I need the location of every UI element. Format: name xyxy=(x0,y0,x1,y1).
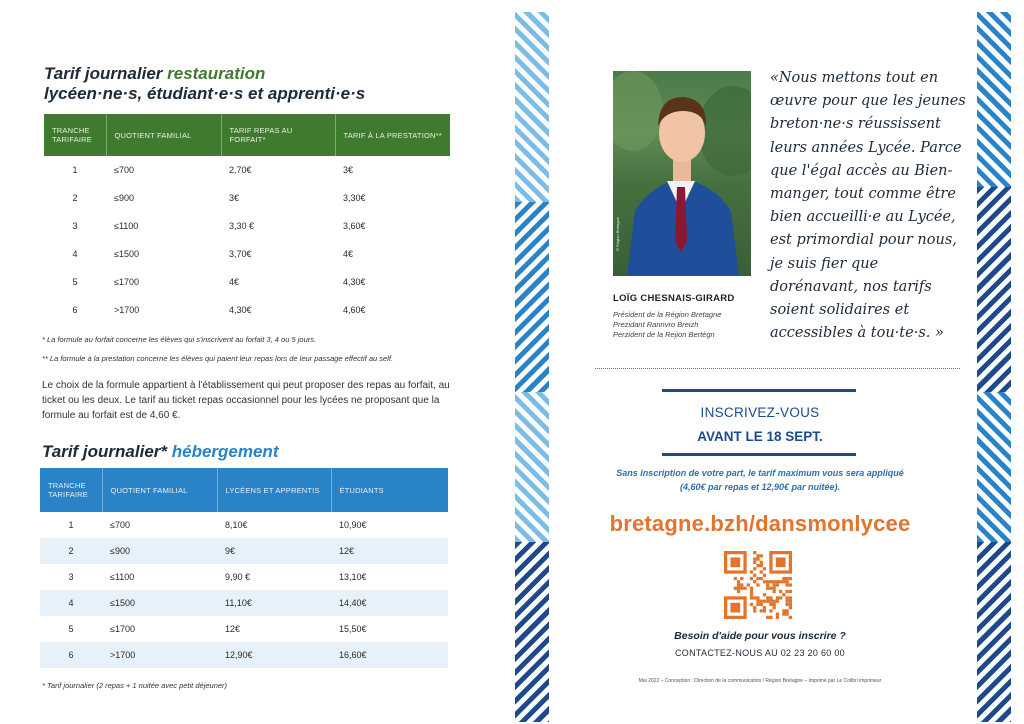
table-cell: 3,70€ xyxy=(229,249,252,259)
qr-module xyxy=(756,600,759,603)
cta-rule-bottom xyxy=(662,453,856,456)
qr-module xyxy=(789,600,792,603)
qr-module xyxy=(776,616,779,619)
table-cell: 3 xyxy=(68,572,74,582)
decorative-stripes-left xyxy=(515,12,549,722)
qr-module xyxy=(750,587,753,590)
qr-module xyxy=(786,609,789,612)
cta-rule-top xyxy=(662,389,856,392)
table-cell: >1700 xyxy=(110,650,136,660)
qr-module xyxy=(763,567,766,570)
table-row xyxy=(40,538,448,564)
stripe-segment xyxy=(977,12,1011,187)
qr-module xyxy=(773,603,776,606)
qr-module xyxy=(753,606,756,609)
qr-module xyxy=(756,596,759,599)
warning-line-2: (4,60€ par repas et 12,90€ par nuitée). xyxy=(679,482,841,492)
table-header-row xyxy=(44,114,450,156)
qr-module xyxy=(734,587,737,590)
president-portrait xyxy=(613,71,751,276)
qr-module xyxy=(766,596,769,599)
qr-module xyxy=(756,564,759,567)
table-cell: 2 xyxy=(68,546,74,556)
qr-module xyxy=(769,580,772,583)
qr-module xyxy=(782,613,785,616)
header-lyceens: LYCÉENS ET APPRENTIS xyxy=(217,468,331,512)
qr-module xyxy=(779,590,782,593)
table-cell: 4,60€ xyxy=(343,305,366,315)
table-row xyxy=(40,616,448,642)
table-cell: 9,90 € xyxy=(225,572,251,582)
qr-module xyxy=(734,577,737,580)
table-cell: 4€ xyxy=(229,277,240,287)
table-cell: ≤900 xyxy=(110,546,130,556)
qr-module xyxy=(737,590,740,593)
qr-module xyxy=(760,564,763,567)
qr-module xyxy=(766,587,769,590)
table-cell: 12,90€ xyxy=(225,650,253,660)
table-cell: 5 xyxy=(72,277,78,287)
table-cell: 13,10€ xyxy=(339,572,367,582)
president-quote: «Nous mettons tout en œuvre pour que les jeunes breton·ne·s réussissent leurs années Lycée. Parce que l'égal accès au Bien-manger, tout comme être bien accueilli·e au Lycée, est primordial pour nous, je suis fier que dorénavant, nos tarifs soient solidaires et accessibles à tou·te·s. » xyxy=(770,70,966,342)
table-cell: 6 xyxy=(68,650,74,660)
restauration-table xyxy=(44,114,450,324)
table-row xyxy=(44,268,450,296)
note-prestation: ** La formule à la prestation concerne les élèves qui paient leur repas lors de leur passage effectif au self. xyxy=(42,354,394,363)
table-cell: ≤1700 xyxy=(114,277,139,287)
table-cell: 16,60€ xyxy=(339,650,367,660)
cta-register: INSCRIVEZ-VOUS xyxy=(700,405,820,420)
formule-paragraph: Le choix de la formule appartient à l'établissement qui peut proposer des repas au forfait, au ticket ou les deux. Le tarif au ticket repas occasionnel pour les lycées ne proposant que la formule au forfait est de 4,60 €. xyxy=(42,380,450,421)
qr-module xyxy=(786,600,789,603)
qr-module xyxy=(756,577,759,580)
table-cell: 2,70€ xyxy=(229,165,252,175)
qr-module xyxy=(769,600,772,603)
table-row xyxy=(44,296,450,324)
header-quotient: QUOTIENT FAMILIAL xyxy=(106,114,221,156)
restauration-title-accent: restauration xyxy=(167,64,266,83)
table-cell: 8,10€ xyxy=(225,520,248,530)
qr-module xyxy=(773,583,776,586)
table-cell: 4,30€ xyxy=(343,277,366,287)
restauration-table-body xyxy=(44,156,450,324)
qr-module xyxy=(786,580,789,583)
header-etudiants: ÉTUDIANTS xyxy=(339,485,384,495)
table-cell: 12€ xyxy=(225,624,241,634)
qr-module xyxy=(773,587,776,590)
qr-module xyxy=(786,596,789,599)
qr-module xyxy=(782,580,785,583)
qr-module xyxy=(730,603,740,613)
qr-module xyxy=(760,561,763,564)
table-cell: ≤1100 xyxy=(110,572,135,582)
qr-module xyxy=(789,606,792,609)
qr-module xyxy=(763,600,766,603)
qr-module xyxy=(753,609,756,612)
table-cell: 3€ xyxy=(343,165,354,175)
stripe-segment xyxy=(515,12,549,202)
qr-module xyxy=(740,583,743,586)
qr-module xyxy=(743,587,746,590)
qr-module xyxy=(737,580,740,583)
cta-deadline: AVANT LE 18 SEPT. xyxy=(697,429,823,444)
qr-module xyxy=(789,577,792,580)
table-header-row xyxy=(40,468,448,512)
portrait-illustration xyxy=(613,71,751,276)
table-cell: ≤700 xyxy=(110,520,130,530)
qr-module xyxy=(753,596,756,599)
right-page xyxy=(495,0,1024,724)
qr-module xyxy=(760,603,763,606)
hebergement-title-accent: hébergement xyxy=(171,442,279,461)
qr-module xyxy=(750,603,753,606)
qr-module xyxy=(769,616,772,619)
qr-module xyxy=(763,574,766,577)
qr-module xyxy=(763,593,766,596)
qr-module xyxy=(773,580,776,583)
table-cell: ≤1700 xyxy=(110,624,135,634)
qr-module xyxy=(760,577,763,580)
qr-module xyxy=(769,596,772,599)
qr-module xyxy=(740,577,743,580)
table-cell: 6 xyxy=(72,305,78,315)
qr-module xyxy=(760,570,763,573)
qr-module xyxy=(750,570,753,573)
stripe-segment xyxy=(977,542,1011,722)
qr-module xyxy=(753,561,756,564)
header-tranche: TRANCHE TARIFAIRE xyxy=(44,114,106,156)
header-tranche: TRANCHE TARIFAIRE xyxy=(40,468,102,512)
qr-module xyxy=(753,574,756,577)
qr-code-icon[interactable] xyxy=(724,551,792,619)
table-cell: ≤1500 xyxy=(114,249,139,259)
qr-module xyxy=(773,590,776,593)
left-page xyxy=(0,0,495,724)
restauration-title-prefix: Tarif journalier xyxy=(44,64,168,83)
qr-module xyxy=(789,590,792,593)
header-quotient: QUOTIENT FAMILIAL xyxy=(102,468,217,512)
table-row xyxy=(40,564,448,590)
qr-module xyxy=(776,596,779,599)
qr-module xyxy=(730,557,740,567)
hebergement-title-prefix: Tarif journalier* xyxy=(42,442,172,461)
qr-module xyxy=(756,603,759,606)
qr-module xyxy=(737,587,740,590)
qr-module xyxy=(782,577,785,580)
table-row xyxy=(44,156,450,184)
qr-module xyxy=(776,600,779,603)
note-hebergement: * Tarif journalier (2 repas + 1 nuitée avec petit déjeuner) xyxy=(42,681,228,690)
table-cell: 5 xyxy=(68,624,74,634)
table-cell: 14,40€ xyxy=(339,598,367,608)
qr-module xyxy=(773,600,776,603)
table-cell: ≤1100 xyxy=(114,221,139,231)
hebergement-table-body xyxy=(40,512,448,668)
qr-module xyxy=(766,583,769,586)
table-cell: ≤700 xyxy=(114,165,134,175)
qr-module xyxy=(786,590,789,593)
table-row xyxy=(40,590,448,616)
table-cell: 3,60€ xyxy=(343,221,366,231)
table-cell: 12€ xyxy=(339,546,355,556)
header-prestation: TARIF À LA PRESTATION** xyxy=(343,130,442,140)
qr-module xyxy=(779,580,782,583)
table-row xyxy=(40,642,448,668)
qr-module xyxy=(763,580,766,583)
table-cell: 1 xyxy=(72,165,78,175)
decorative-stripes-right xyxy=(977,12,1011,722)
table-cell: ≤900 xyxy=(114,193,134,203)
qr-module xyxy=(776,583,779,586)
table-cell: 10,90€ xyxy=(339,520,367,530)
qr-module xyxy=(753,551,756,554)
qr-module xyxy=(776,580,779,583)
qr-module xyxy=(760,554,763,557)
table-cell: 4,30€ xyxy=(229,305,252,315)
table-cell: 11,10€ xyxy=(225,598,252,608)
table-cell: 3,30 € xyxy=(229,221,255,231)
table-cell: 15,50€ xyxy=(339,624,367,634)
qr-module xyxy=(766,600,769,603)
qr-module xyxy=(760,600,763,603)
help-heading: Besoin d'aide pour vous inscrire ? xyxy=(674,630,846,642)
qr-module xyxy=(769,587,772,590)
header-forfait: TARIF REPAS AU FORFAIT* xyxy=(221,114,335,156)
registration-url-link[interactable]: bretagne.bzh/dansmonlycee xyxy=(609,511,911,536)
president-role-fr: Président de la Région Bretagne xyxy=(613,310,722,319)
president-role-br: Prezidant Rannvro Breizh xyxy=(613,320,699,329)
qr-module xyxy=(786,613,789,616)
table-cell: ≤1500 xyxy=(110,598,135,608)
restauration-title xyxy=(44,64,365,104)
table-cell: 3,30€ xyxy=(343,193,366,203)
table-cell: 4€ xyxy=(343,249,354,259)
qr-module xyxy=(769,603,772,606)
hebergement-table xyxy=(40,468,448,668)
stripe-segment xyxy=(515,202,549,392)
table-cell: 3€ xyxy=(229,193,240,203)
qr-module xyxy=(750,596,753,599)
qr-module xyxy=(776,557,786,567)
table-row xyxy=(44,184,450,212)
president-role-gallo: Perzident de la Rejion Bertègn xyxy=(613,330,715,339)
table-row xyxy=(44,240,450,268)
qr-module xyxy=(753,580,756,583)
table-cell: 4 xyxy=(72,249,78,259)
table-cell: >1700 xyxy=(114,305,140,315)
stripe-segment xyxy=(515,392,549,542)
table-cell: 1 xyxy=(68,520,74,530)
photo-credit: © Région Bretagne xyxy=(615,216,620,251)
stripe-segment xyxy=(977,392,1011,542)
qr-module xyxy=(782,609,785,612)
table-cell: 2 xyxy=(72,193,78,203)
qr-module xyxy=(737,583,740,586)
warning-line-1: Sans inscription de votre part, le tarif maximum vous sera appliqué xyxy=(616,468,904,478)
qr-module xyxy=(760,609,763,612)
qr-module xyxy=(756,583,759,586)
print-credits: Mai 2022 – Conception : Direction de la communication / Région Bretagne – Imprimé par Le Colibri imprimeur xyxy=(638,678,882,684)
qr-module xyxy=(786,577,789,580)
restauration-subtitle: lycéen·ne·s, étudiant·e·s et apprenti·e·s xyxy=(44,84,366,103)
table-row xyxy=(44,212,450,240)
qr-module xyxy=(747,583,750,586)
qr-module xyxy=(756,554,759,557)
qr-module xyxy=(750,593,753,596)
dotted-separator xyxy=(595,368,960,369)
qr-module xyxy=(740,587,743,590)
qr-module xyxy=(750,577,753,580)
table-cell: 9€ xyxy=(225,546,236,556)
qr-module xyxy=(763,609,766,612)
qr-module xyxy=(786,583,789,586)
qr-module xyxy=(789,616,792,619)
contact-phone: CONTACTEZ-NOUS AU 02 23 20 60 00 xyxy=(675,648,845,658)
qr-module xyxy=(753,567,756,570)
stripe-segment xyxy=(977,187,1011,392)
qr-module xyxy=(789,603,792,606)
qr-module xyxy=(773,606,776,609)
qr-module xyxy=(789,596,792,599)
note-forfait: * La formule au forfait concerne les élèves qui s'inscrivent au forfait 3, 4 ou 5 jours. xyxy=(42,335,317,344)
qr-module xyxy=(766,616,769,619)
qr-module xyxy=(779,596,782,599)
table-cell: 4 xyxy=(68,598,74,608)
qr-module xyxy=(763,606,766,609)
hebergement-title xyxy=(42,442,278,462)
qr-module xyxy=(753,557,756,560)
president-name: LOÏG CHESNAIS-GIRARD xyxy=(613,293,735,304)
qr-module xyxy=(789,583,792,586)
qr-module xyxy=(769,609,772,612)
table-row xyxy=(40,512,448,538)
qr-module xyxy=(782,593,785,596)
qr-module xyxy=(750,590,753,593)
qr-module xyxy=(766,580,769,583)
stripe-segment xyxy=(515,542,549,722)
qr-module xyxy=(756,557,759,560)
qr-module xyxy=(786,603,789,606)
qr-module xyxy=(776,613,779,616)
table-cell: 3 xyxy=(72,221,78,231)
